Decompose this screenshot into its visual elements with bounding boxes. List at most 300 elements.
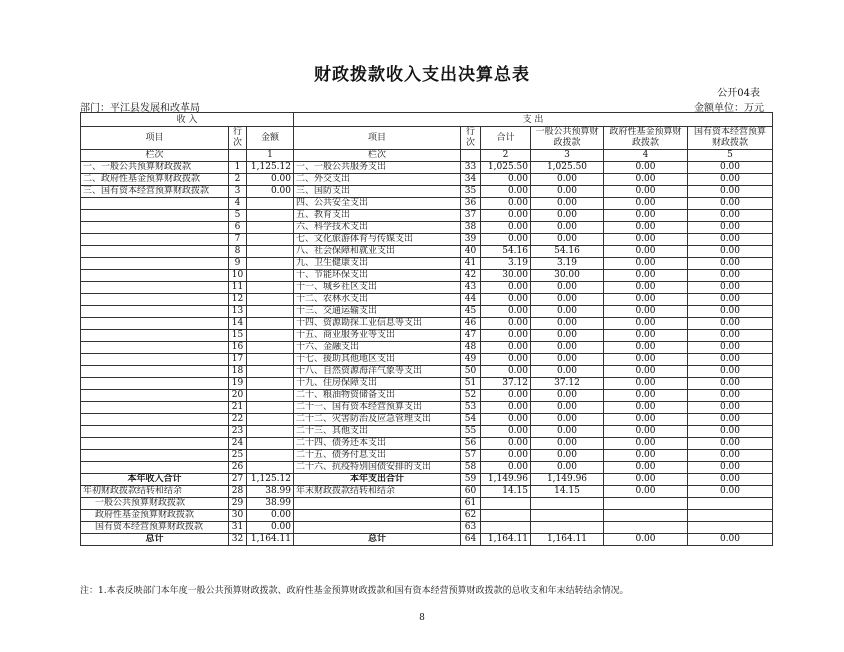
expense-item: 十五、商业服务业等支出: [294, 330, 461, 342]
income-item: [81, 414, 229, 426]
page-number: 8: [419, 613, 425, 623]
income-amount: 1,125.12: [247, 162, 294, 174]
fund-budget-value: 0.00: [604, 186, 688, 198]
grand-expense-general: 1,164.11: [531, 534, 604, 546]
row-number: 40: [461, 246, 481, 258]
year-end-sum: 14.15: [481, 486, 531, 498]
income-amount: [247, 438, 294, 450]
expense-total: 0.00: [481, 462, 531, 474]
income-item: [81, 210, 229, 222]
state-capital-value: 0.00: [688, 366, 773, 378]
year-end-general: 14.15: [531, 486, 604, 498]
income-item: [81, 462, 229, 474]
income-amount: [247, 210, 294, 222]
empty-cell: [294, 498, 461, 510]
expense-total-general: 1,149.96: [531, 474, 604, 486]
income-header: 收 入: [81, 113, 294, 127]
expense-total: 0.00: [481, 450, 531, 462]
row-number: 37: [461, 210, 481, 222]
expense-total: 0.00: [481, 438, 531, 450]
table-row: [81, 186, 773, 198]
table-row: [81, 390, 773, 402]
fund-budget-value: 0.00: [604, 342, 688, 354]
row-number: 44: [461, 294, 481, 306]
empty-cell: [604, 498, 688, 510]
row-number: 26: [229, 462, 247, 474]
row-number: 60: [461, 486, 481, 498]
row-number: 29: [229, 498, 247, 510]
income-item: [81, 294, 229, 306]
table-row: [81, 462, 773, 474]
year-end-carryover-label: 年末财政拨款结转和结余: [294, 486, 461, 498]
expense-total: 0.00: [481, 318, 531, 330]
expense-total: 0.00: [481, 234, 531, 246]
row-number: 51: [461, 378, 481, 390]
income-amount: [247, 390, 294, 402]
table-row: [81, 426, 773, 438]
income-amount: [247, 426, 294, 438]
state-capital-value: 0.00: [688, 174, 773, 186]
expense-item: 二十三、其他支出: [294, 426, 461, 438]
table-row: [81, 198, 773, 210]
general-budget-value: 0.00: [531, 210, 604, 222]
state-capital-value: 0.00: [688, 186, 773, 198]
col-label-empty: [461, 150, 481, 162]
row-number: 38: [461, 222, 481, 234]
table-row: [81, 306, 773, 318]
carryover-state-label: 国有资本经营预算财政拨款: [81, 522, 229, 534]
income-amount: [247, 198, 294, 210]
income-item: [81, 246, 229, 258]
general-budget-value: 0.00: [531, 450, 604, 462]
general-budget-value: 0.00: [531, 366, 604, 378]
grand-total-amount: 1,164.11: [247, 534, 294, 546]
empty-cell: [531, 522, 604, 534]
row-number: 33: [461, 162, 481, 174]
table-row: [81, 450, 773, 462]
income-item: [81, 198, 229, 210]
empty-cell: [294, 522, 461, 534]
state-capital-value: 0.00: [688, 354, 773, 366]
table-row: [81, 294, 773, 306]
income-row-no-header: 行次: [229, 127, 247, 150]
table-row: [81, 258, 773, 270]
fund-budget-value: 0.00: [604, 246, 688, 258]
expense-total-fund: 0.00: [604, 474, 688, 486]
fund-budget-value: 0.00: [604, 258, 688, 270]
row-number: 16: [229, 342, 247, 354]
fund-budget-value: 0.00: [604, 402, 688, 414]
income-item: [81, 378, 229, 390]
fund-budget-value: 0.00: [604, 390, 688, 402]
expense-total: 0.00: [481, 354, 531, 366]
row-number: 25: [229, 450, 247, 462]
row-number: 4: [229, 198, 247, 210]
fund-budget-value: 0.00: [604, 162, 688, 174]
fund-budget-value: 0.00: [604, 426, 688, 438]
expense-total: 0.00: [481, 306, 531, 318]
expense-total: 0.00: [481, 342, 531, 354]
table-row: [81, 366, 773, 378]
row-number: 50: [461, 366, 481, 378]
expense-total: 0.00: [481, 402, 531, 414]
general-budget-value: 0.00: [531, 282, 604, 294]
table-row: [81, 414, 773, 426]
state-capital-value: 0.00: [688, 234, 773, 246]
fund-budget-value: 0.00: [604, 222, 688, 234]
row-number: 32: [229, 534, 247, 546]
general-budget-value: 0.00: [531, 426, 604, 438]
income-total-label: 本年收入合计: [81, 474, 229, 486]
income-item: 一、一般公共预算财政拨款: [81, 162, 229, 174]
expense-col-label: 栏次: [294, 150, 461, 162]
fund-budget-value: 0.00: [604, 198, 688, 210]
department-label: 部门：平江县发展和改革局: [80, 103, 200, 114]
income-item: [81, 438, 229, 450]
expense-total: 0.00: [481, 210, 531, 222]
row-number: 21: [229, 402, 247, 414]
expense-item: 十九、住房保障支出: [294, 378, 461, 390]
income-amount: [247, 366, 294, 378]
carryover-general-label: 一般公共预算财政拨款: [81, 498, 229, 510]
income-item: [81, 426, 229, 438]
row-number: 45: [461, 306, 481, 318]
expense-item: 四、公共安全支出: [294, 198, 461, 210]
income-item: 三、国有资本经营预算财政拨款: [81, 186, 229, 198]
general-budget-value: 0.00: [531, 222, 604, 234]
row-number: 7: [229, 234, 247, 246]
col-4: 4: [604, 150, 688, 162]
row-number: 12: [229, 294, 247, 306]
col-label: 栏次: [81, 150, 229, 162]
fund-budget-value: 0.00: [604, 438, 688, 450]
row-number: 9: [229, 258, 247, 270]
expense-item: 十一、城乡社区支出: [294, 282, 461, 294]
income-amount: [247, 354, 294, 366]
income-item-header: 项目: [81, 127, 229, 150]
fund-budget-value: 0.00: [604, 462, 688, 474]
row-number: 64: [461, 534, 481, 546]
carryover-fund-amount: 0.00: [247, 510, 294, 522]
state-capital-value: 0.00: [688, 162, 773, 174]
empty-cell: [481, 510, 531, 522]
table-row: [81, 210, 773, 222]
row-number: 61: [461, 498, 481, 510]
expense-total: 0.00: [481, 414, 531, 426]
row-number: 42: [461, 270, 481, 282]
state-capital-value: 0.00: [688, 210, 773, 222]
row-number: 48: [461, 342, 481, 354]
state-capital-value: 0.00: [688, 330, 773, 342]
table-row: [81, 270, 773, 282]
row-number: 54: [461, 414, 481, 426]
row-number: 35: [461, 186, 481, 198]
general-budget-value: 0.00: [531, 390, 604, 402]
table-row: [81, 234, 773, 246]
row-number: 31: [229, 522, 247, 534]
general-budget-value: 0.00: [531, 306, 604, 318]
fund-budget-value: 0.00: [604, 174, 688, 186]
table-row: [81, 378, 773, 390]
fund-budget-value: 0.00: [604, 234, 688, 246]
income-item: [81, 306, 229, 318]
empty-cell: [688, 510, 773, 522]
expense-total-label: 本年支出合计: [294, 474, 461, 486]
state-capital-value: 0.00: [688, 378, 773, 390]
income-item: [81, 282, 229, 294]
expense-total: 0.00: [481, 198, 531, 210]
general-budget-value: 0.00: [531, 318, 604, 330]
row-number: 55: [461, 426, 481, 438]
row-number: 28: [229, 486, 247, 498]
expense-total: 0.00: [481, 222, 531, 234]
expense-item: 三、国防支出: [294, 186, 461, 198]
row-number: 41: [461, 258, 481, 270]
state-capital-value: 0.00: [688, 390, 773, 402]
row-number: 36: [461, 198, 481, 210]
income-amount: [247, 450, 294, 462]
row-number: 14: [229, 318, 247, 330]
fund-budget-value: 0.00: [604, 306, 688, 318]
empty-cell: [688, 498, 773, 510]
income-item: [81, 258, 229, 270]
carryover-state-amount: 0.00: [247, 522, 294, 534]
expense-total-sum: 1,149.96: [481, 474, 531, 486]
income-amount: [247, 270, 294, 282]
general-budget-value: 54.16: [531, 246, 604, 258]
expense-item: 十七、援助其他地区支出: [294, 354, 461, 366]
amount-unit-label: 金额单位：万元: [694, 103, 764, 114]
state-capital-value: 0.00: [688, 318, 773, 330]
income-item: 二、政府性基金预算财政拨款: [81, 174, 229, 186]
row-number: 6: [229, 222, 247, 234]
expense-total: 54.16: [481, 246, 531, 258]
table-row: [81, 174, 773, 186]
footnote: 注：1.本表反映部门本年度一般公共预算财政拨款、政府性基金预算财政拨款和国有资本经营预算财政拨款的总收支和年末结转结余情况。: [80, 586, 629, 596]
income-item: [81, 234, 229, 246]
expense-item: 八、社会保障和就业支出: [294, 246, 461, 258]
general-budget-value: 0.00: [531, 414, 604, 426]
grand-expense-label: 总计: [294, 534, 461, 546]
row-number: 23: [229, 426, 247, 438]
expense-item: 二十、粮油物资储备支出: [294, 390, 461, 402]
general-budget-value: 0.00: [531, 294, 604, 306]
grand-expense-sum: 1,164.11: [481, 534, 531, 546]
row-number: 1: [229, 162, 247, 174]
row-number: 57: [461, 450, 481, 462]
fund-budget-value: 0.00: [604, 450, 688, 462]
table-row: [81, 330, 773, 342]
general-budget-value: 30.00: [531, 270, 604, 282]
row-number: 63: [461, 522, 481, 534]
row-number: 30: [229, 510, 247, 522]
row-number: 11: [229, 282, 247, 294]
income-amount: [247, 258, 294, 270]
col-3: 3: [531, 150, 604, 162]
table-row: [81, 282, 773, 294]
table-row: [81, 438, 773, 450]
col-5: 5: [688, 150, 773, 162]
state-capital-value: 0.00: [688, 282, 773, 294]
income-item: [81, 342, 229, 354]
state-capital-value: 0.00: [688, 258, 773, 270]
row-number: 3: [229, 186, 247, 198]
grand-expense-fund: 0.00: [604, 534, 688, 546]
income-item: [81, 390, 229, 402]
income-amount: 0.00: [247, 174, 294, 186]
expense-item: 十六、金融支出: [294, 342, 461, 354]
general-budget-value: 0.00: [531, 174, 604, 186]
expense-total: 0.00: [481, 366, 531, 378]
general-budget-value: 1,025.50: [531, 162, 604, 174]
row-number: 56: [461, 438, 481, 450]
row-number: 62: [461, 510, 481, 522]
empty-cell: [604, 510, 688, 522]
state-capital-value: 0.00: [688, 294, 773, 306]
carryover-fund-label: 政府性基金预算财政拨款: [81, 510, 229, 522]
expense-item: 九、卫生健康支出: [294, 258, 461, 270]
income-item: [81, 330, 229, 342]
row-number: 53: [461, 402, 481, 414]
income-item: [81, 270, 229, 282]
income-amount: [247, 378, 294, 390]
row-number: 22: [229, 414, 247, 426]
general-budget-value: 0.00: [531, 438, 604, 450]
income-amount: [247, 414, 294, 426]
fund-budget-value: 0.00: [604, 282, 688, 294]
fund-budget-value: 0.00: [604, 330, 688, 342]
table-row: [81, 222, 773, 234]
row-number: 10: [229, 270, 247, 282]
income-amount: [247, 330, 294, 342]
table-row: [81, 318, 773, 330]
expense-item: 二十五、债务付息支出: [294, 450, 461, 462]
expense-total-state: 0.00: [688, 474, 773, 486]
general-budget-value: 0.00: [531, 462, 604, 474]
col-label-empty: [229, 150, 247, 162]
income-item: [81, 402, 229, 414]
expense-item: 一、一般公共服务支出: [294, 162, 461, 174]
row-number: 59: [461, 474, 481, 486]
grand-total-label: 总计: [81, 534, 229, 546]
row-number: 43: [461, 282, 481, 294]
income-amount: [247, 402, 294, 414]
state-capital-value: 0.00: [688, 438, 773, 450]
expense-item: 五、教育支出: [294, 210, 461, 222]
income-amount: [247, 222, 294, 234]
fund-budget-value: 0.00: [604, 414, 688, 426]
expense-item: 二、外交支出: [294, 174, 461, 186]
income-amount: [247, 462, 294, 474]
income-amount: [247, 342, 294, 354]
income-amount: [247, 318, 294, 330]
row-number: 47: [461, 330, 481, 342]
form-number: 公开04表: [717, 88, 760, 99]
col-1: 1: [247, 150, 294, 162]
income-item: [81, 222, 229, 234]
expense-item: 十三、交通运输支出: [294, 306, 461, 318]
row-number: 20: [229, 390, 247, 402]
income-item: [81, 354, 229, 366]
income-amount: [247, 282, 294, 294]
empty-cell: [294, 510, 461, 522]
row-number: 8: [229, 246, 247, 258]
expense-total: 37.12: [481, 378, 531, 390]
table-row: [81, 342, 773, 354]
state-capital-value: 0.00: [688, 306, 773, 318]
expense-total: 0.00: [481, 282, 531, 294]
row-number: 49: [461, 354, 481, 366]
row-number: 58: [461, 462, 481, 474]
fund-budget-value: 0.00: [604, 210, 688, 222]
expense-item: 十四、资源勘探工业信息等支出: [294, 318, 461, 330]
table-row: [81, 354, 773, 366]
fund-budget-value: 0.00: [604, 354, 688, 366]
general-budget-value: 0.00: [531, 198, 604, 210]
expense-item: 七、文化旅游体育与传媒支出: [294, 234, 461, 246]
general-budget-value: 3.19: [531, 258, 604, 270]
expense-total: 0.00: [481, 174, 531, 186]
expense-total-header: 合计: [481, 127, 531, 150]
income-amount: [247, 306, 294, 318]
row-number: 17: [229, 354, 247, 366]
empty-cell: [604, 522, 688, 534]
expense-item: 六、科学技术支出: [294, 222, 461, 234]
carryover-amount: 38.99: [247, 486, 294, 498]
general-budget-value: 0.00: [531, 354, 604, 366]
general-budget-value: 0.00: [531, 342, 604, 354]
general-budget-value: 37.12: [531, 378, 604, 390]
expense-header: 支 出: [294, 113, 773, 127]
empty-cell: [481, 498, 531, 510]
state-capital-value: 0.00: [688, 414, 773, 426]
income-amount-header: 金额: [247, 127, 294, 150]
expense-total: 0.00: [481, 330, 531, 342]
state-capital-value: 0.00: [688, 402, 773, 414]
row-number: 19: [229, 378, 247, 390]
general-budget-value: 0.00: [531, 234, 604, 246]
income-amount: [247, 246, 294, 258]
row-number: 34: [461, 174, 481, 186]
state-capital-value: 0.00: [688, 222, 773, 234]
income-total-amount: 1,125.12: [247, 474, 294, 486]
income-amount: 0.00: [247, 186, 294, 198]
income-item: [81, 450, 229, 462]
state-capital-header: 国有资本经营预算财政拨款: [688, 127, 773, 150]
row-number: 24: [229, 438, 247, 450]
row-number: 13: [229, 306, 247, 318]
table-row: [81, 162, 773, 174]
row-number: 2: [229, 174, 247, 186]
general-budget-header: 一般公共预算财政拨款: [531, 127, 604, 150]
expense-item: 二十四、债务还本支出: [294, 438, 461, 450]
expense-item-header: 项目: [294, 127, 461, 150]
state-capital-value: 0.00: [688, 462, 773, 474]
expense-item: 十八、自然资源海洋气象等支出: [294, 366, 461, 378]
row-number: 15: [229, 330, 247, 342]
expense-total: 0.00: [481, 186, 531, 198]
fund-budget-value: 0.00: [604, 378, 688, 390]
expense-total: 0.00: [481, 426, 531, 438]
row-number: 18: [229, 366, 247, 378]
row-number: 5: [229, 210, 247, 222]
income-amount: [247, 234, 294, 246]
year-end-fund: 0.00: [604, 486, 688, 498]
empty-cell: [481, 522, 531, 534]
carryover-label: 年初财政拨款结转和结余: [81, 486, 229, 498]
state-capital-value: 0.00: [688, 426, 773, 438]
state-capital-value: 0.00: [688, 270, 773, 282]
